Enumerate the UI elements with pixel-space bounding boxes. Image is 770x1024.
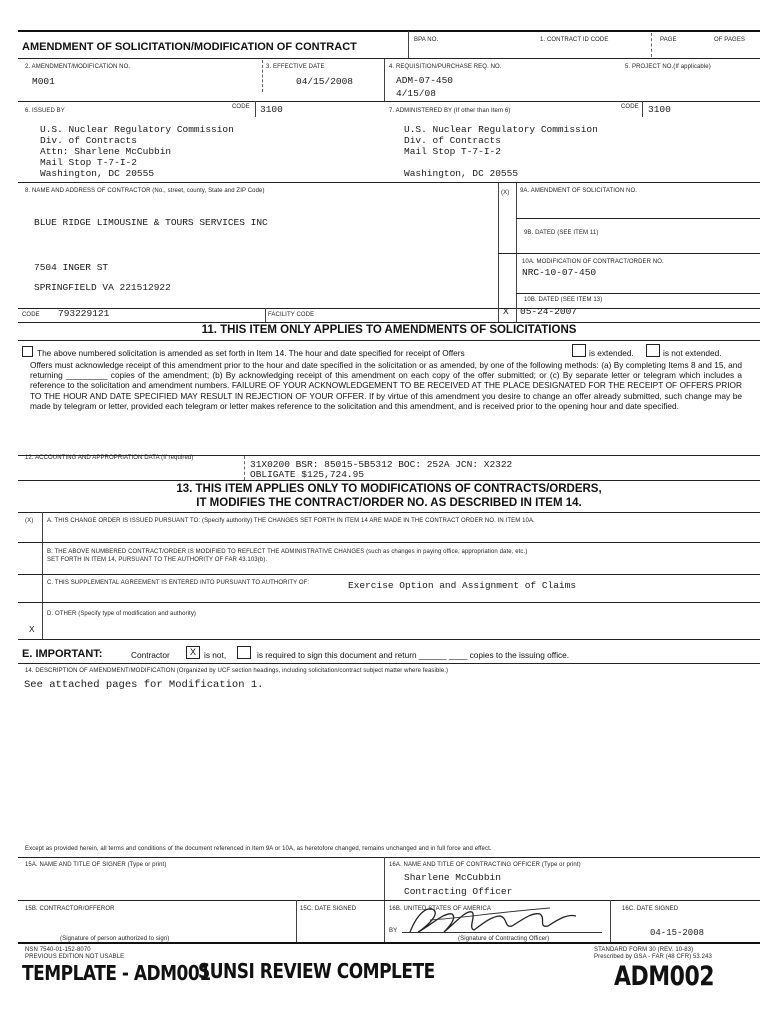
divider <box>642 101 643 117</box>
description-value: See attached pages for Modification 1. <box>24 679 264 691</box>
contractor-name: BLUE RIDGE LIMOUSINE & TOURS SERVICES INC <box>34 217 268 228</box>
officer-name-label: 16A. NAME AND TITLE OF CONTRACTING OFFICER (Type or print) <box>389 862 581 868</box>
is-required-label: is required to sign this document and return ______ ____ copies to the issuing office. <box>257 650 570 660</box>
divider <box>244 456 245 480</box>
is-not-label: is not, <box>204 650 227 660</box>
item-9a-label: 9A. AMENDMENT OF SOLICITATION NO. <box>520 188 637 194</box>
accounting-line-2: OBLIGATE $125,724.95 <box>250 469 365 480</box>
code-label: CODE <box>621 104 639 110</box>
issued-line-3: Attn: Sharlene McCubbin <box>40 146 172 157</box>
amendment-label: 2. AMENDMENT/MODIFICATION NO. <box>25 64 131 70</box>
solicitation-checkbox[interactable] <box>22 346 33 357</box>
admin-line-5: Washington, DC 20555 <box>404 168 519 179</box>
by-label: BY <box>389 928 398 934</box>
column-x-marker: (X) <box>501 190 510 196</box>
officer-date-value: 04-15-2008 <box>650 928 705 938</box>
officer-date-label: 16C. DATE SIGNED <box>622 906 679 912</box>
standard-form-label: STANDARD FORM 30 (REV. 10-83) <box>594 947 694 953</box>
page-label: PAGE <box>660 37 677 43</box>
row-rule <box>18 900 760 901</box>
item-10-check: X <box>503 306 509 317</box>
divider <box>384 59 385 101</box>
issued-line-1: U.S. Nuclear Regulatory Commission <box>40 124 234 135</box>
row-rule <box>18 857 760 858</box>
item-10a-label: 10A. MODIFICATION OF CONTRACT/ORDER NO. <box>522 259 664 265</box>
row-rule <box>18 340 760 341</box>
row-rule <box>18 101 760 102</box>
column-x-marker: (X) <box>25 518 34 524</box>
row-rule <box>18 663 760 664</box>
row-rule <box>18 480 760 481</box>
requisition-date: 4/15/08 <box>396 88 436 99</box>
signer-name-label: 15A. NAME AND TITLE OF SIGNER (Type or print) <box>25 862 167 868</box>
divider <box>296 900 297 942</box>
row-rule <box>18 322 760 323</box>
item-10a-value: NRC-10-07-450 <box>522 267 597 278</box>
item-10b-value: 05-24-2007 <box>520 306 578 317</box>
contractor-word: Contractor <box>131 650 170 660</box>
prescribed-label: Prescribed by GSA - FAR (48 CFR) 53.243 <box>594 954 712 960</box>
admin-line-3: Mail Stop T-7-I-2 <box>404 146 501 157</box>
except-clause: Except as provided herein, all terms and conditions of the document referenced in Item 9A or 10A, as heretofore changed, remains unchanged and in full force and effect. <box>25 846 492 852</box>
divider <box>262 60 263 92</box>
item-13c-value: Exercise Option and Assignment of Claims <box>348 580 577 591</box>
item-13c-label: C. THIS SUPPLEMENTAL AGREEMENT IS ENTERED INTO PURSUANT TO AUTHORITY OF: <box>47 580 310 586</box>
admin-line-1: U.S. Nuclear Regulatory Commission <box>404 124 598 135</box>
contractor-signature-caption: (Signature of person authorized to sign) <box>60 936 170 942</box>
contractor-city: SPRINGFIELD VA 221512922 <box>34 282 171 293</box>
row-rule <box>18 182 760 183</box>
row-rule <box>516 218 760 219</box>
issued-line-4: Mail Stop T-7-I-2 <box>40 157 137 168</box>
item-9b-label: 9B. DATED (SEE ITEM 11) <box>524 230 599 236</box>
effective-date-label: 3. EFFECTIVE DATE <box>266 64 325 70</box>
bpa-label: BPA NO. <box>414 37 439 43</box>
section-13-heading: 13. THIS ITEM APPLIES ONLY TO MODIFICATIONS OF CONTRACTS/ORDERS, <box>176 483 602 495</box>
officer-name: Sharlene McCubbin <box>404 872 501 883</box>
divider <box>408 31 409 58</box>
issued-by-label: 6. ISSUED BY <box>25 108 65 114</box>
nsn-label: NSN 7540-01-152-8070 <box>25 947 91 953</box>
amendment-value: M001 <box>32 76 55 87</box>
row-rule <box>18 574 760 575</box>
officer-signature <box>400 902 590 938</box>
sunsi-review-stamp: SUNSI REVIEW COMPLETE <box>198 960 435 984</box>
row-rule <box>18 602 760 603</box>
requisition-value: ADM-07-450 <box>396 75 454 86</box>
is-required-checkbox[interactable] <box>237 646 251 659</box>
contractor-offeror-label: 15B. CONTRACTOR/OFFEROR <box>25 906 115 912</box>
admin-line-2: Div. of Contracts <box>404 135 501 146</box>
requisition-label: 4. REQUISITION/PURCHASE REQ. NO. <box>389 64 502 70</box>
is-not-extended-label: is not extended. <box>663 348 722 358</box>
item-13b-label-2: SET FORTH IN ITEM 14, PURSUANT TO THE AUTHORITY OF FAR 43.103(b). <box>47 557 268 563</box>
row-rule <box>498 253 760 254</box>
issued-line-5: Washington, DC 20555 <box>40 168 155 179</box>
accounting-label: 12. ACCOUNTING AND APPROPRIATION DATA (If required) <box>25 455 194 461</box>
not-extended-checkbox[interactable] <box>646 344 660 357</box>
divider <box>255 101 256 117</box>
admin-code: 3100 <box>648 104 671 115</box>
contractor-label: 8. NAME AND ADDRESS OF CONTRACTOR (No., street, county, State and ZIP Code) <box>25 188 265 194</box>
effective-date-value: 04/15/2008 <box>296 76 354 87</box>
item-13d-label: D. OTHER (Specify type of modification and authority) <box>47 611 197 617</box>
item-10b-label: 10B. DATED (SEE ITEM 13) <box>524 297 603 303</box>
contractor-code-value: 793229121 <box>58 308 110 319</box>
item-13b-label: B. THE ABOVE NUMBERED CONTRACT/ORDER IS MODIFIED TO REFLECT THE ADMINISTRATIVE CHANGES (such as changes in paying office, appropriation date, etc.) <box>47 549 528 555</box>
row-rule <box>18 512 760 513</box>
row-rule <box>18 639 760 640</box>
issued-line-2: Div. of Contracts <box>40 135 137 146</box>
administered-by-label: 7. ADMINISTERED BY (If other than Item 6) <box>389 108 511 114</box>
bottom-rule <box>18 942 760 944</box>
issued-code: 3100 <box>260 104 283 115</box>
contract-id-label: 1. CONTRACT ID CODE <box>540 37 609 43</box>
divider <box>610 900 611 942</box>
officer-title: Contracting Officer <box>404 886 513 897</box>
divider <box>651 33 652 57</box>
facility-code-label: FACILITY CODE <box>268 312 315 318</box>
item-13a-label: A. THIS CHANGE ORDER IS ISSUED PURSUANT TO: (Specify authority) THE CHANGES SET FORTH IN ITEM 14 ARE MADE IN THE CONTRACT ORDER NO. IN ITEM 10A. <box>47 518 535 524</box>
row-rule <box>18 542 760 543</box>
row-rule <box>516 293 760 294</box>
is-not-checkbox[interactable]: X <box>186 646 200 659</box>
officer-signature-caption: (Signature of Contracting Officer) <box>458 936 550 942</box>
contractor-code-label: CODE <box>22 312 40 318</box>
divider <box>42 512 43 639</box>
previous-edition-label: PREVIOUS EDITION NOT USABLE <box>25 954 125 960</box>
template-stamp: TEMPLATE - ADM001 <box>22 962 211 986</box>
section-11-intro: The above numbered solicitation is amended as set forth in Item 14. The hour and date specified for receipt of Offers <box>37 348 465 358</box>
important-label: E. IMPORTANT: <box>22 648 103 660</box>
accounting-line-1: 31X0200 BSR: 85015-5B5312 BOC: 252A JCN: X2322 <box>250 459 513 470</box>
code-label: CODE <box>232 104 250 110</box>
divider <box>265 308 266 322</box>
description-label: 14. DESCRIPTION OF AMENDMENT/MODIFICATION (Organized by UCF section headings, including solicitation/contract subject matter where feasible.) <box>25 668 449 674</box>
item-13d-check: X <box>29 624 35 634</box>
adm-stamp: ADM002 <box>614 962 715 992</box>
section-13-subheading: IT MODIFIES THE CONTRACT/ORDER NO. AS DESCRIBED IN ITEM 14. <box>196 497 582 509</box>
section-11-heading: 11. THIS ITEM ONLY APPLIES TO AMENDMENTS OF SOLICITATIONS <box>201 324 577 336</box>
of-pages-label: OF PAGES <box>714 37 746 43</box>
is-extended-label: is extended. <box>589 348 634 358</box>
top-rule <box>18 30 760 32</box>
contractor-date-label: 15C. DATE SIGNED <box>300 906 357 912</box>
row-rule <box>18 58 760 59</box>
section-11-paragraph: Offers must acknowledge receipt of this amendment prior to the hour and date specified in the solicitation or as amended, by one of the following methods: (a) By completing Items 8 and 15, and returning _________ copies of the amendment; (b) By acknowledging receipt of this amendment on each copy of the offer submitted; or (c) By separate letter or telegram which includes a reference to the solicitation and amendment numbers. FAILURE OF YOUR ACKNOWLEDGEMENT TO BE RECEIVED AT THE PLACE DESIGNATED FOR THE RECEIPT OF OFFERS PRIOR TO THE HOUR AND DATE SPECIFIED MAY RESULT IN REJECTION OF YOUR OFFER. If by virtue of this amendment you desire to change an offer already submitted, such change may be made by telegram or letter, provided each telegram or letter makes reference to the solicitation and this amendment, and is received prior to the opening hour and date specified. <box>30 360 742 411</box>
form-title: AMENDMENT OF SOLICITATION/MODIFICATION OF CONTRACT <box>22 41 357 53</box>
extended-checkbox[interactable] <box>572 344 586 357</box>
usa-label: 16B. UNITED STATES OF AMERICA <box>389 906 492 912</box>
contractor-street: 7504 INGER ST <box>34 262 109 273</box>
row-rule <box>18 308 760 309</box>
project-label: 5. PROJECT NO.(If applicable) <box>625 64 711 70</box>
